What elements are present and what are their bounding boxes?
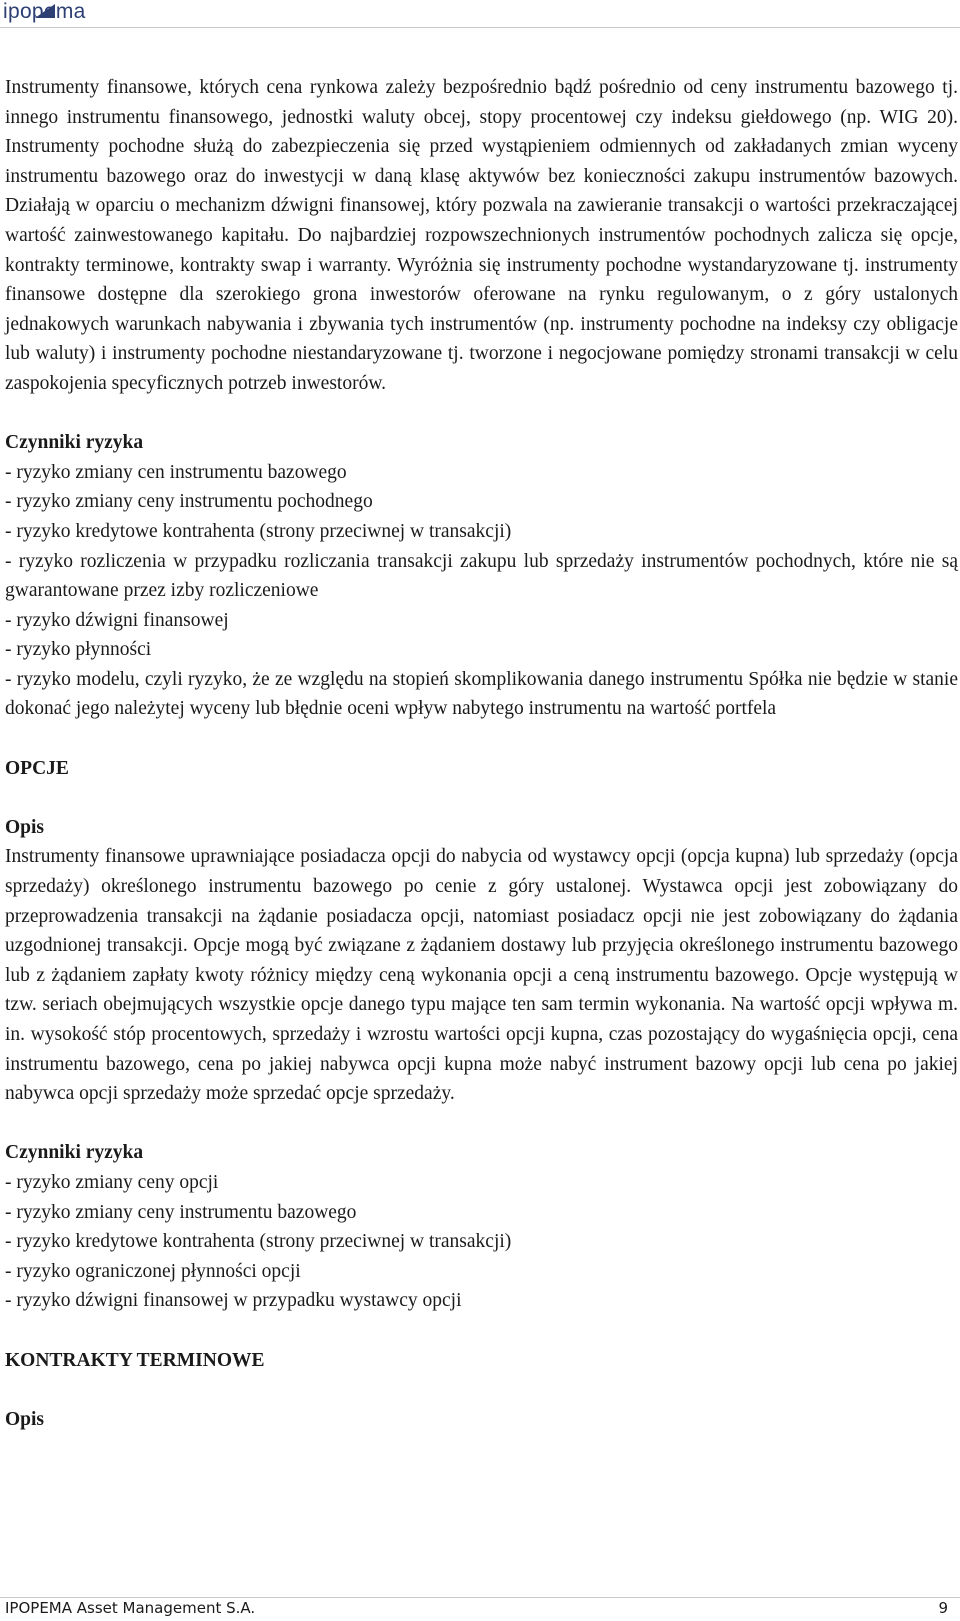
risk-list-item: - ryzyko zmiany ceny instrumentu bazowego xyxy=(5,1201,357,1223)
risk-list-item: - ryzyko zmiany ceny instrumentu pochodnego xyxy=(5,491,373,513)
risk-list-item: - ryzyko rozliczenia w przypadku rozliczania transakcji zakupu lub sprzedaży instrumentów pochodnych, które nie są gwarantowane przez izby rozliczeniowe xyxy=(5,550,958,602)
footer-company-name: IPOPEMA Asset Management S.A. xyxy=(5,1599,256,1617)
description-heading: Opis xyxy=(5,1408,45,1430)
page-number: 9 xyxy=(938,1599,948,1617)
logo-text: ipopema xyxy=(3,0,86,23)
risk-list-item: - ryzyko modelu, czyli ryzyko, że ze względu na stopień skomplikowania danego instrumentu Spółka nie będzie w stanie dokonać jego należytej wyceny lub błędnie oceni wpływ nabytego instrumentu na wartość portfela xyxy=(5,668,958,720)
risk-list-item: - ryzyko zmiany cen instrumentu bazowego xyxy=(5,461,347,483)
risk-factors-heading: Czynniki ryzyka xyxy=(5,1142,144,1164)
header-divider xyxy=(0,27,960,28)
section-title-kontrakty: KONTRAKTY TERMINOWE xyxy=(5,1349,265,1371)
company-logo xyxy=(3,0,103,26)
risk-list-item: - ryzyko kredytowe kontrahenta (strony przeciwnej w transakcji) xyxy=(5,1231,512,1253)
section-title-opcje: OPCJE xyxy=(5,757,69,779)
risk-list-item: - ryzyko dźwigni finansowej w przypadku wystawcy opcji xyxy=(5,1290,462,1312)
footer-divider xyxy=(0,1597,960,1598)
intro-paragraph: Instrumenty finansowe, których cena rynkowa zależy bezpośrednio bądź pośrednio od ceny instrumentu bazowego tj. innego instrumentu finansowego, jednostki waluty obcej, stopy procentowej czy indeksu giełdowego (np. WIG 20). Instrumenty pochodne służą do zabezpieczenia się przed wystąpieniem odmiennych od zakładanych zmian wyceny instrumentu bazowego oraz do inwestycji w daną klasę aktywów bez konieczności zakupu instrumentów bazowych. Działają w oparciu o mechanizm dźwigni finansowej, który pozwala na zawieranie transakcji o wartości przekraczającej wartość zainwestowanego kapitału. Do najbardziej rozpowszechnionych instrumentów pochodnych zalicza się opcje, kontrakty terminowe, kontrakty swap i warranty. Wyróżnia się instrumenty pochodne wystandaryzowane tj. instrumenty finansowe dostępne dla szerokiego grona inwestorów oferowane na rynku regulowanym, o z góry ustalonych jednakowych warunkach nabywania i zbywania tych instrumentów (np. instrumenty pochodne na indeksy czy obligacje lub waluty) i instrumenty pochodne niestandaryzowane tj. tworzone i negocjowane pomiędzy stronami transakcji w celu zaspokojenia specyficznych potrzeb inwestorów. xyxy=(5,77,958,394)
risk-list-item: - ryzyko ograniczonej płynności opcji xyxy=(5,1260,301,1282)
risk-list-item: - ryzyko kredytowe kontrahenta (strony przeciwnej w transakcji) xyxy=(5,520,512,542)
risk-list-item: - ryzyko płynności xyxy=(5,639,152,661)
risk-factors-heading: Czynniki ryzyka xyxy=(5,432,144,454)
options-paragraph: Instrumenty finansowe uprawniające posiadacza opcji do nabycia od wystawcy opcji (opcja kupna) lub sprzedaży (opcja sprzedaży) określonego instrumentu bazowego po cenie z góry ustalonej. Wystawca opcji jest zobowiązany do przeprowadzenia transakcji na żądanie posiadacza opcji, natomiast posiadacz opcji nie jest zobowiązany do żądania uzgodnionej transakcji. Opcje mogą być związane z żądaniem dostawy lub przyjęcia określonego instrumentu bazowego lub z żądaniem zapłaty kwoty różnicy między ceną wykonania opcji a ceną instrumentu bazowego. Opcje występują w tzw. seriach obejmujących wszystkie opcje danego typu mające ten sam termin wykonania. Na wartość opcji wpływa m. in. wysokość stóp procentowych, sprzedaży i wzrostu wartości opcji kupna, czas pozostający do wygaśnięcia opcji, cena instrumentu bazowego, cena po jakiej nabywca opcji kupna może nabyć instrument bazowy opcji lub cena po jakiej nabywca opcji sprzedaży może sprzedać opcje sprzedaży. xyxy=(5,846,958,1105)
document-body xyxy=(5,73,958,1434)
risk-list-item: - ryzyko zmiany ceny opcji xyxy=(5,1171,219,1193)
description-heading: Opis xyxy=(5,816,45,838)
risk-list-item: - ryzyko dźwigni finansowej xyxy=(5,609,229,631)
